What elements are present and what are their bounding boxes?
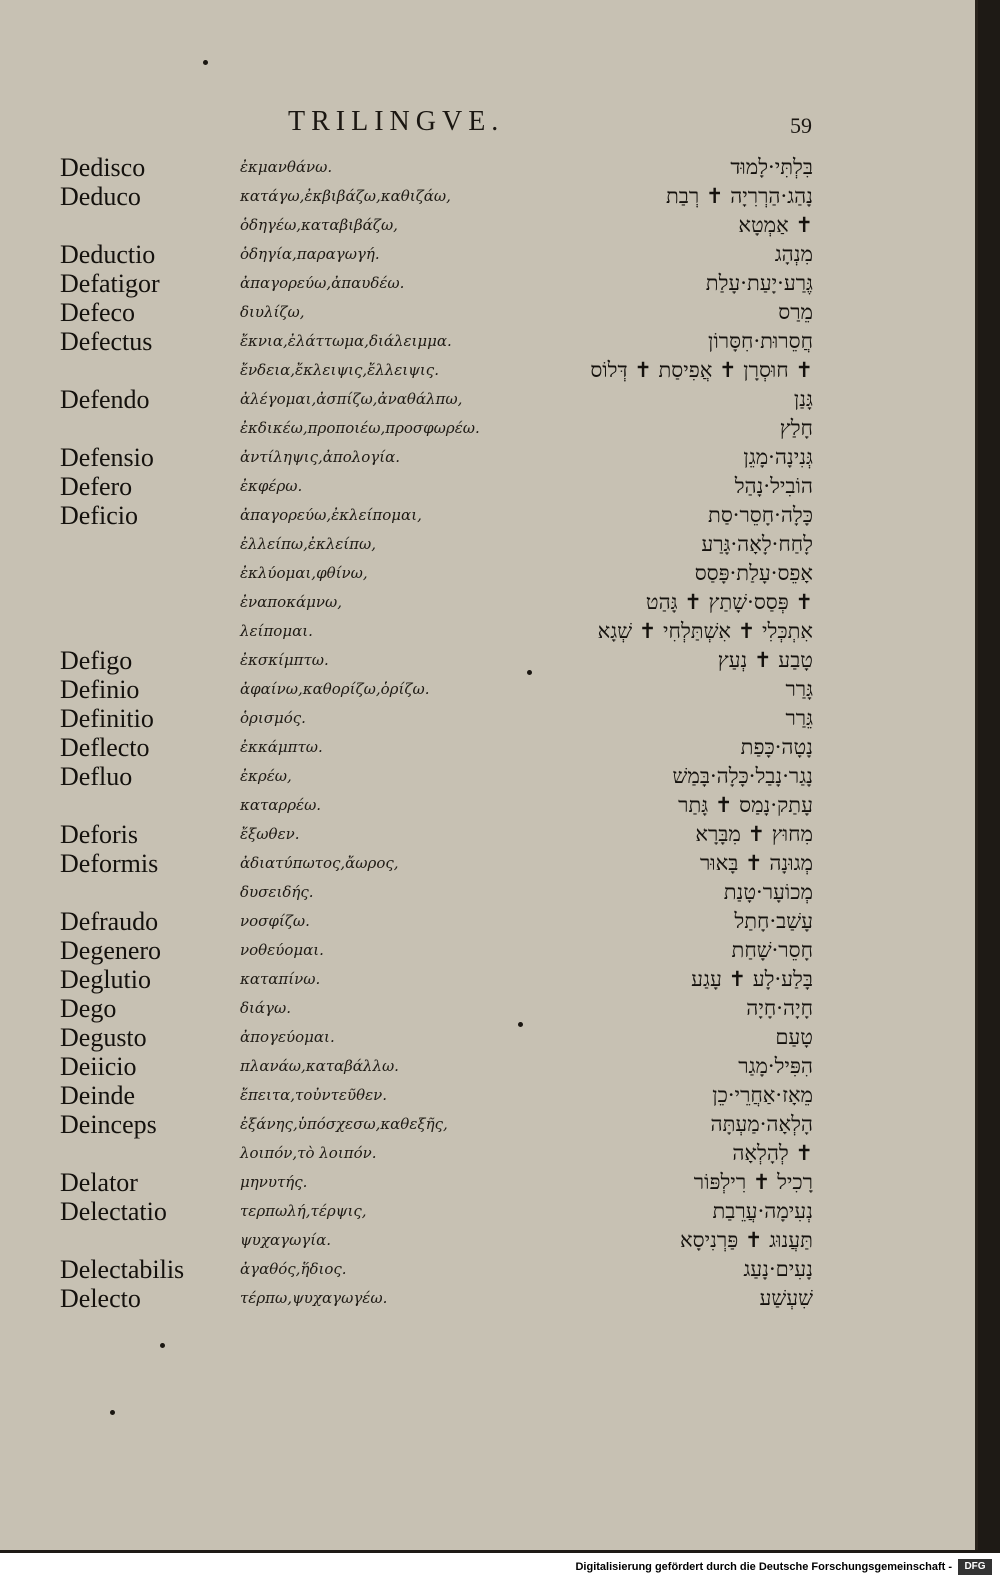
hebrew-equivalent: ✝ חוּסְרָן ✝ אֲפִיסַת ✝ דְּלוֹס: [590, 358, 813, 382]
entry-row: [0, 588, 978, 617]
greek-equivalent: ἐλλείπω,ἐκλείπω,: [240, 535, 377, 553]
entry-row: [0, 704, 978, 733]
entry-row: [0, 1168, 978, 1197]
greek-equivalent: ἔκνια,ἐλάττωμα,διάλειμμα.: [240, 332, 452, 350]
entry-row: [0, 1139, 978, 1168]
entry-row: [0, 501, 978, 530]
greek-equivalent: ἐναποκάμνω,: [240, 593, 343, 611]
entry-row: [0, 1110, 978, 1139]
greek-equivalent: ἀπογεύομαι.: [240, 1028, 335, 1046]
entry-row: [0, 936, 978, 965]
entry-row: [0, 530, 978, 559]
entry-row: [0, 1197, 978, 1226]
latin-term: Deformis: [60, 849, 159, 878]
ornament-dot: [527, 670, 532, 675]
hebrew-equivalent: עָשַׁב·חָתַל: [734, 909, 813, 933]
greek-equivalent: τερπωλή,τέρψις,: [240, 1202, 367, 1220]
hebrew-equivalent: רָכִיל ✝ רִילְפּוֹר: [693, 1170, 813, 1194]
entry-row: [0, 1226, 978, 1255]
latin-term: Defluo: [60, 762, 133, 791]
hebrew-equivalent: נְעִימָה·עֲרֵבַת: [712, 1199, 813, 1223]
greek-equivalent: ἐκλύομαι,φθίνω,: [240, 564, 368, 582]
hebrew-equivalent: ✝ אַמְטָא: [738, 213, 813, 237]
latin-term: Degenero: [60, 936, 162, 965]
greek-equivalent: ἔξωθεν.: [240, 825, 300, 843]
latin-term: Delectatio: [60, 1197, 167, 1226]
greek-equivalent: διυλίζω,: [240, 303, 305, 321]
dfg-logo: DFG: [958, 1559, 992, 1575]
greek-equivalent: καταπίνω.: [240, 970, 321, 988]
hebrew-equivalent: טָבַע ✝ נְעַץ: [717, 648, 813, 672]
footer-credit: Digitalisierung gefördert durch die Deutsche Forschungsgemeinschaft -: [575, 1561, 952, 1573]
latin-term: Definio: [60, 675, 140, 704]
entry-row: [0, 820, 978, 849]
hebrew-equivalent: ✝ לְהָלְאָה: [732, 1141, 813, 1165]
greek-equivalent: ἐκσκίμπτω.: [240, 651, 329, 669]
hebrew-equivalent: חָיָה·חָיָה: [746, 996, 813, 1020]
entry-row: [0, 414, 978, 443]
greek-equivalent: νοσφίζω.: [240, 912, 310, 930]
entry-row: [0, 559, 978, 588]
greek-equivalent: μηνυτής.: [240, 1173, 308, 1191]
greek-equivalent: ἔπειτα,τοὐντεῦθεν.: [240, 1086, 388, 1104]
entry-row: [0, 878, 978, 907]
latin-term: Deductio: [60, 240, 156, 269]
greek-equivalent: ἀφαίνω,καθορίζω,ὁρίζω.: [240, 680, 430, 698]
entry-row: [0, 356, 978, 385]
entry-row: [0, 617, 978, 646]
latin-term: Deforis: [60, 820, 138, 849]
greek-equivalent: διάγω.: [240, 999, 292, 1017]
hebrew-equivalent: גֶּרַע·יָעַת·עָלַת: [705, 271, 813, 295]
hebrew-equivalent: מְגוּנָה ✝ בָּאוּר: [699, 851, 813, 875]
entry-row: [0, 240, 978, 269]
latin-term: Defectus: [60, 327, 153, 356]
entry-row: [0, 385, 978, 414]
entry-row: [0, 907, 978, 936]
greek-equivalent: ἐκφέρω.: [240, 477, 303, 495]
hebrew-equivalent: גְּנִינָה·מָגֵן: [743, 445, 813, 469]
greek-equivalent: ἀπαγορεύω,ἀπαυδέω.: [240, 274, 405, 292]
greek-equivalent: ψυχαγωγία.: [240, 1231, 332, 1249]
greek-equivalent: ὁδηγέω,καταβιβάζω,: [240, 216, 398, 234]
entry-row: [0, 994, 978, 1023]
greek-equivalent: ἐκμανθάνω.: [240, 158, 333, 176]
latin-term: Defigo: [60, 646, 133, 675]
latin-term: Deflecto: [60, 733, 150, 762]
hebrew-equivalent: עָתַק·נָמַס ✝ גָּתַר: [678, 793, 813, 817]
hebrew-equivalent: אִתְכְּלִי ✝ אִשְׁתַּלְחִי ✝ שְׁגָא: [597, 619, 813, 643]
hebrew-equivalent: בָּלַע·לָע ✝ עָגַע: [691, 967, 813, 991]
hebrew-equivalent: הָלְאָה·מַעְתָּה: [710, 1112, 813, 1136]
latin-term: Delecto: [60, 1284, 141, 1313]
hebrew-equivalent: גָּנַן: [793, 387, 813, 411]
hebrew-equivalent: מֵרַס: [778, 300, 813, 324]
hebrew-equivalent: שִׁעְשַׁע: [759, 1286, 813, 1310]
greek-equivalent: νοθεύομαι.: [240, 941, 324, 959]
latin-term: Dedisco: [60, 153, 146, 182]
entry-row: [0, 646, 978, 675]
entry-row: [0, 1284, 978, 1313]
greek-equivalent: λοιπόν,τὸ λοιπόν.: [240, 1144, 377, 1162]
hebrew-equivalent: ✝ פְּסַס·שָׁתַץ ✝ גָּהַט: [645, 590, 813, 614]
hebrew-equivalent: נָטָה·כָּפַת: [740, 735, 813, 759]
ornament-dot: [160, 1343, 165, 1348]
entry-row: [0, 733, 978, 762]
page-number: 59: [790, 113, 812, 138]
greek-equivalent: ἐκρέω,: [240, 767, 292, 785]
latin-term: Deduco: [60, 182, 141, 211]
entry-row: [0, 153, 978, 182]
hebrew-equivalent: טָעַם: [775, 1025, 813, 1049]
greek-equivalent: πλανάω,καταβάλλω.: [240, 1057, 399, 1075]
hebrew-equivalent: חָלַץ: [779, 416, 813, 440]
hebrew-equivalent: לָחַח·לָאָה·גָּרַע: [701, 532, 813, 556]
hebrew-equivalent: נָהַג·הַרְרִיָה ✝ רְבַת: [666, 184, 813, 208]
latin-term: Deinde: [60, 1081, 136, 1110]
hebrew-equivalent: הוֹבִיל·נָהַל: [734, 474, 813, 498]
entry-row: [0, 849, 978, 878]
entry-row: [0, 1023, 978, 1052]
latin-term: Defensio: [60, 443, 154, 472]
entry-row: [0, 1081, 978, 1110]
entry-row: [0, 472, 978, 501]
ornament-dot: [110, 1410, 115, 1415]
greek-equivalent: ὁρισμός.: [240, 709, 306, 727]
latin-term: Deglutio: [60, 965, 151, 994]
greek-equivalent: δυσειδής.: [240, 883, 314, 901]
entry-row: [0, 211, 978, 240]
greek-equivalent: ἀλέγομαι,ἀσπίζω,ἀναθάλπω,: [240, 390, 463, 408]
latin-term: Defendo: [60, 385, 150, 414]
hebrew-equivalent: תַּעֲנוּג ✝ פַּרְנִיסָא: [680, 1228, 813, 1252]
entry-row: [0, 182, 978, 211]
latin-term: Defeco: [60, 298, 136, 327]
latin-term: Deiicio: [60, 1052, 137, 1081]
entry-row: [0, 675, 978, 704]
entry-row: [0, 965, 978, 994]
greek-equivalent: ἀδιατύπωτος,ἄωρος,: [240, 854, 399, 872]
running-title: TRILINGVE.: [288, 106, 505, 137]
hebrew-equivalent: מְכוֹעָר·טָנַת: [723, 880, 813, 904]
hebrew-equivalent: חָסֵר·שָׁחַת: [731, 938, 813, 962]
entry-row: [0, 762, 978, 791]
entry-row: [0, 1052, 978, 1081]
entry-row: [0, 443, 978, 472]
greek-equivalent: λείπομαι.: [240, 622, 313, 640]
greek-equivalent: ὁδηγία,παραγωγή.: [240, 245, 380, 263]
hebrew-equivalent: הִפִּיל·מָגַר: [738, 1054, 813, 1078]
ornament-dot: [518, 1022, 523, 1027]
greek-equivalent: ἐκδικέω,προποιέω,προσφωρέω.: [240, 419, 480, 437]
hebrew-equivalent: גָּרַר: [785, 677, 813, 701]
entry-row: [0, 298, 978, 327]
entry-row: [0, 327, 978, 356]
hebrew-equivalent: כָּלָה·חָסֵר·סַת: [708, 503, 813, 527]
hebrew-equivalent: אָפֵס·עָלַת·פָּסַס: [694, 561, 813, 585]
greek-equivalent: καταρρέω.: [240, 796, 322, 814]
greek-equivalent: ἀντίληψις,ἀπολογία.: [240, 448, 401, 466]
hebrew-equivalent: מִחוּץ ✝ מִבָּרָא: [695, 822, 813, 846]
latin-term: Degusto: [60, 1023, 147, 1052]
ornament-dot: [203, 60, 208, 65]
entry-row: [0, 791, 978, 820]
entry-row: [0, 1255, 978, 1284]
greek-equivalent: ἐκκάμπτω.: [240, 738, 323, 756]
hebrew-equivalent: חֲסֵרוּת·חִסָּרוֹן: [708, 329, 813, 353]
entry-row: [0, 269, 978, 298]
hebrew-equivalent: מִנְהָג: [774, 242, 813, 266]
digitization-footer: [0, 1553, 1000, 1583]
hebrew-equivalent: נָעִים·נָעַג: [743, 1257, 813, 1281]
latin-term: Defatigor: [60, 269, 160, 298]
greek-equivalent: ἔνδεια,ἔκλειψις,ἔλλειψις.: [240, 361, 439, 379]
greek-equivalent: κατάγω,ἐκβιβάζω,καθιζάω,: [240, 187, 451, 205]
latin-term: Delator: [60, 1168, 138, 1197]
hebrew-equivalent: גֵּרַר: [785, 706, 813, 730]
latin-term: Defraudo: [60, 907, 159, 936]
latin-term: Delectabilis: [60, 1255, 185, 1284]
latin-term: Deficio: [60, 501, 138, 530]
greek-equivalent: ἐξάνης,ὑπόσχεσω,καθεξῆς,: [240, 1115, 448, 1133]
latin-term: Dego: [60, 994, 117, 1023]
greek-equivalent: τέρπω,ψυχαγωγέω.: [240, 1289, 388, 1307]
greek-equivalent: ἀπαγορεύω,ἐκλείπομαι,: [240, 506, 422, 524]
latin-term: Defero: [60, 472, 133, 501]
hebrew-equivalent: מֵאָז·אַחֲרֵי·כֵן: [712, 1083, 813, 1107]
latin-term: Deinceps: [60, 1110, 157, 1139]
hebrew-equivalent: נָגַר·נָבַל·כָּלָה·בָּמַשׁ: [672, 764, 813, 788]
greek-equivalent: ἀγαθός,ἥδιος.: [240, 1260, 347, 1278]
latin-term: Definitio: [60, 704, 154, 733]
hebrew-equivalent: בִּלְתִּי·לָמוּד: [730, 155, 813, 179]
